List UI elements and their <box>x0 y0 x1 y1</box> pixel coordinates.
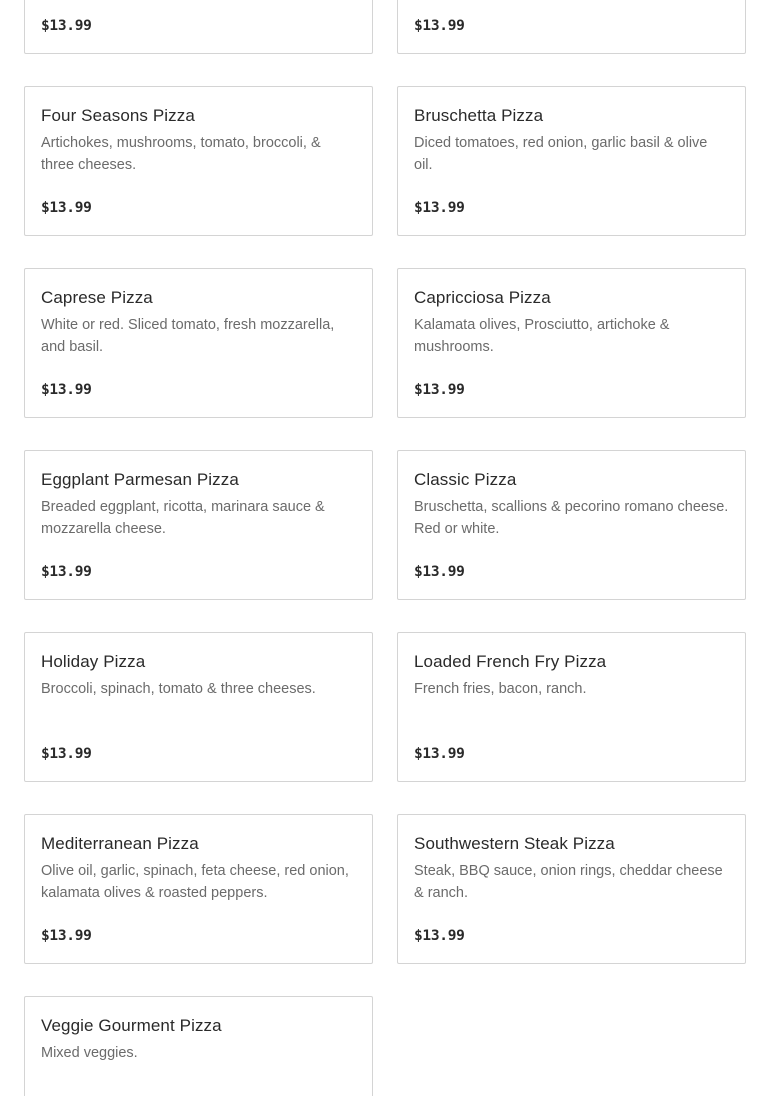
menu-item-price: $13.99 <box>41 200 92 216</box>
menu-item-price: $13.99 <box>41 382 92 398</box>
menu-item-price: $13.99 <box>414 746 465 762</box>
menu-item-price: $13.99 <box>41 746 92 762</box>
menu-item-description: White or red. Sliced tomato, fresh mozzarella, and basil. <box>41 317 335 355</box>
menu-item-card[interactable] <box>397 86 746 236</box>
menu-item-card[interactable] <box>24 0 373 54</box>
menu-item-price: $13.99 <box>414 564 465 580</box>
menu-item-description: Bruschetta, scallions & pecorino romano cheese. Red or white. <box>414 499 729 537</box>
menu-item-price: $13.99 <box>41 928 92 944</box>
menu-item-card[interactable] <box>397 450 746 600</box>
menu-item-description: French fries, bacon, ranch. <box>414 681 587 697</box>
menu-item-card[interactable] <box>24 268 373 418</box>
menu-item-name: Four Seasons Pizza <box>41 106 195 125</box>
menu-item-card[interactable] <box>24 632 373 782</box>
menu-item-name: Mediterranean Pizza <box>41 834 199 853</box>
menu-item-name: Veggie Gourment Pizza <box>41 1016 222 1035</box>
menu-item-description: Breaded eggplant, ricotta, marinara sauce & mozzarella cheese. <box>41 499 325 537</box>
menu-item-name: Loaded French Fry Pizza <box>414 652 607 671</box>
menu-item-name: Capricciosa Pizza <box>414 288 551 307</box>
menu-item-card[interactable] <box>397 268 746 418</box>
menu-item-name: Classic Pizza <box>414 470 517 489</box>
menu-item-grid <box>24 0 746 1096</box>
menu-item-description: Steak, BBQ sauce, onion rings, cheddar cheese & ranch. <box>414 863 723 901</box>
menu-item-description: Artichokes, mushrooms, tomato, broccoli, & three cheeses. <box>41 135 321 173</box>
menu-item-description: Diced tomatoes, red onion, garlic basil & olive oil. <box>414 135 708 173</box>
menu-item-card[interactable] <box>397 0 746 54</box>
menu-item-price: $13.99 <box>41 18 92 34</box>
menu-item-name: Eggplant Parmesan Pizza <box>41 470 239 489</box>
menu-item-card[interactable] <box>24 86 373 236</box>
menu-item-price: $13.99 <box>414 200 465 216</box>
menu-item-name: Southwestern Steak Pizza <box>414 834 615 853</box>
menu-item-description: Olive oil, garlic, spinach, feta cheese, red onion, kalamata olives & roasted peppers. <box>41 863 349 901</box>
menu-item-card[interactable] <box>24 814 373 964</box>
menu-item-description: Kalamata olives, Prosciutto, artichoke & mushrooms. <box>414 317 670 355</box>
menu-item-price: $13.99 <box>414 382 465 398</box>
menu-item-name: Holiday Pizza <box>41 652 146 671</box>
menu-item-price: $13.99 <box>414 18 465 34</box>
menu-item-description: Broccoli, spinach, tomato & three cheeses. <box>41 681 316 697</box>
menu-item-name: Caprese Pizza <box>41 288 153 307</box>
menu-item-name: Bruschetta Pizza <box>414 106 544 125</box>
menu-item-price: $13.99 <box>41 564 92 580</box>
menu-item-price: $13.99 <box>414 928 465 944</box>
menu-item-card[interactable] <box>397 814 746 964</box>
menu-item-card[interactable] <box>24 450 373 600</box>
menu-item-card[interactable] <box>397 632 746 782</box>
menu-item-description: Mixed veggies. <box>41 1045 138 1061</box>
menu-item-card[interactable] <box>24 996 373 1096</box>
